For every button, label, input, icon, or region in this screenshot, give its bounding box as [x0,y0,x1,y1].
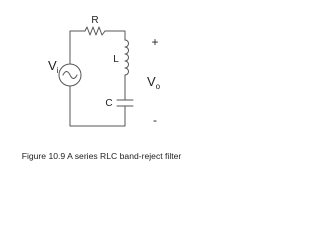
input-voltage-subscript: i [56,66,59,75]
output-voltage-label [147,74,161,91]
inductor-label: L [113,54,119,65]
capacitor-label: C [105,98,113,109]
rlc-circuit-diagram [0,0,203,150]
left-wire-top [70,31,85,64]
ac-source-symbol [56,64,81,86]
resistor-label: R [91,15,99,26]
resistor-symbol [85,27,105,35]
input-voltage-main: V [48,58,57,73]
figure-caption: Figure 10.9 A series RLC band-reject filter [21,151,182,161]
input-voltage-label [48,58,59,75]
top-wire-right [105,31,125,40]
output-plus-label: + [151,35,159,49]
output-voltage-main: V [147,74,156,89]
inductor-symbol [125,40,129,75]
output-voltage-subscript: o [155,82,161,91]
figure [0,0,203,183]
capacitor-symbol [117,100,133,106]
output-minus-label: - [153,113,157,127]
